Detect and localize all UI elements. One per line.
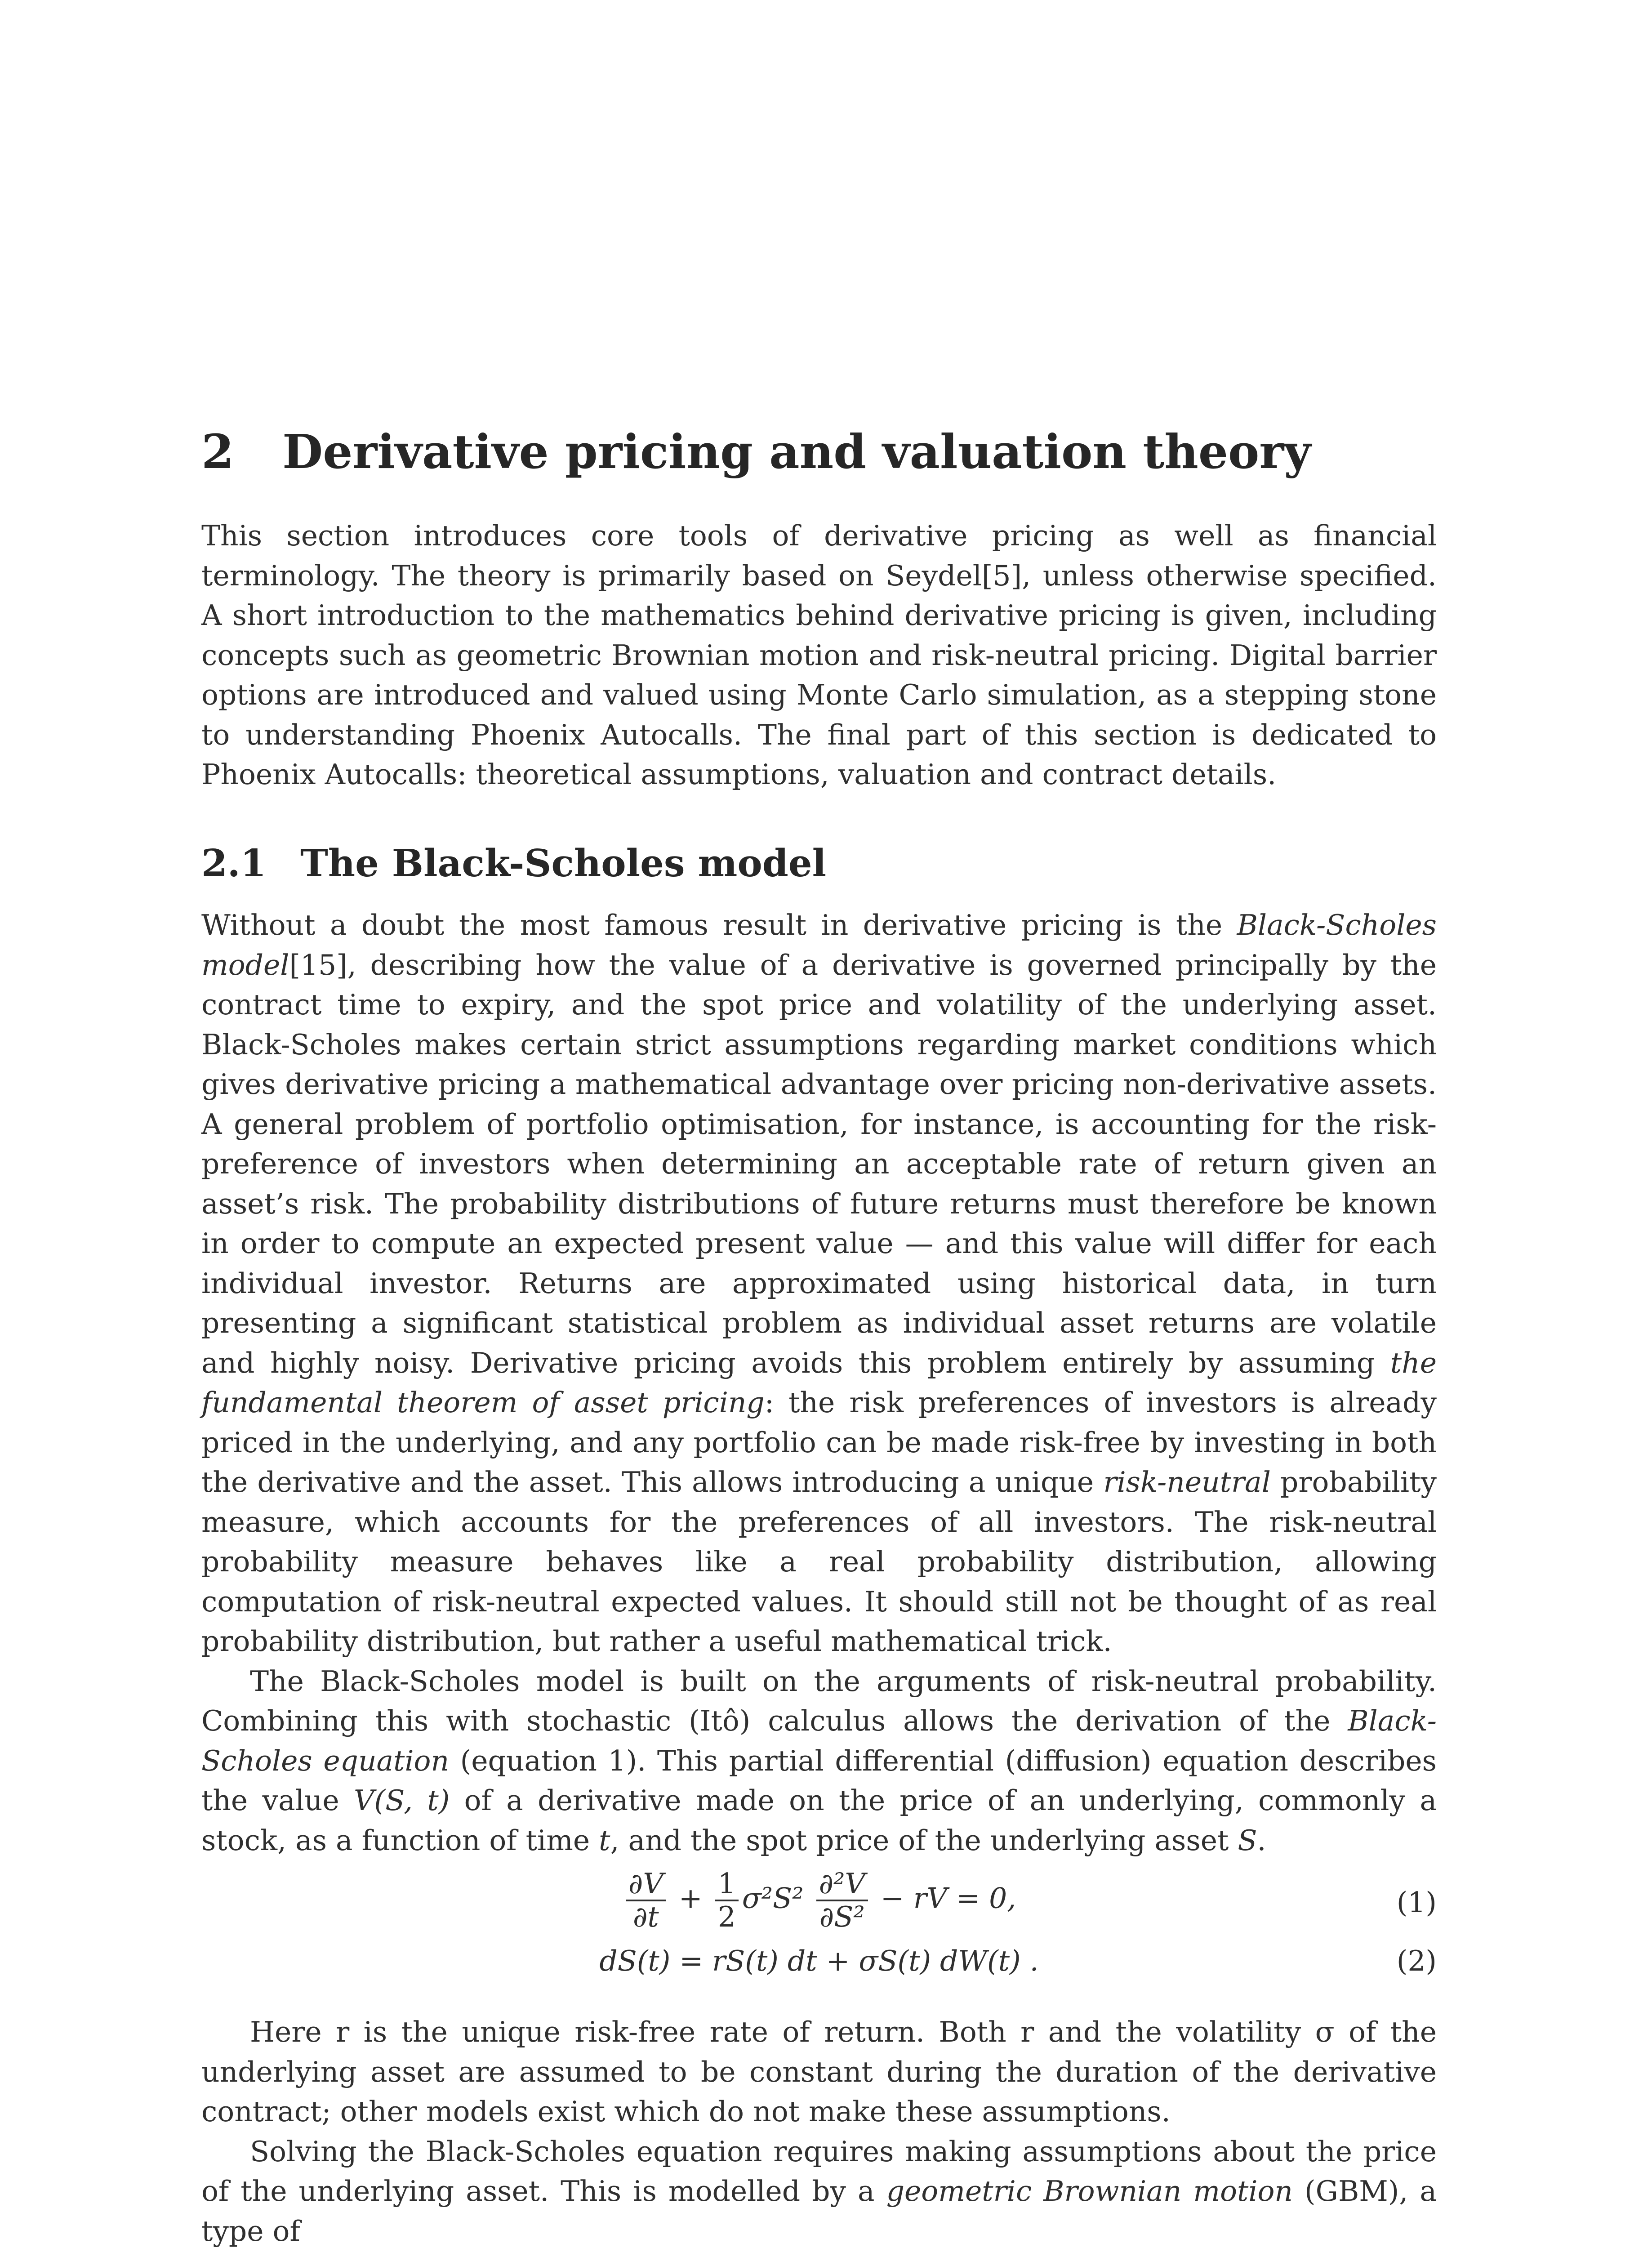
equation-2-body: dS(t) = rS(t) dt + σS(t) dW(t) .: [599, 1945, 1039, 1977]
intro-paragraph: [201, 516, 1437, 795]
fraction-denominator: 2: [717, 1900, 736, 1933]
text-run: .: [1257, 1824, 1266, 1857]
equation-1: [201, 1864, 1437, 1942]
fraction-denominator: ∂t: [632, 1900, 659, 1933]
equation-1-number: (1): [1396, 1886, 1437, 1919]
fraction-dv-dt: [626, 1868, 666, 1933]
italic-term: the fundamental theorem of asset pricing: [201, 1346, 1437, 1419]
sigma-s-term: σ²S²: [742, 1882, 804, 1915]
equation-block: [201, 1864, 1437, 2005]
italic-term: Black-Scholes model: [201, 909, 1437, 981]
fraction-numerator: ∂V: [626, 1868, 666, 1901]
math-inline: t: [599, 1824, 610, 1857]
text-run: Solving the Black-Scholes equation requires making assumptions about the price of the underlying asset. This is modelled by a: [201, 2135, 1437, 2208]
black-scholes-body: [201, 905, 1437, 1860]
italic-term: Black-Scholes equation: [201, 1704, 1437, 1777]
subsection-heading: [201, 839, 1460, 888]
text-run: , and the spot price of the underlying asset: [610, 1824, 1238, 1857]
text-run: (equation 1). This partial differential (diffusion) equation describes the value: [201, 1744, 1437, 1817]
fraction-one-half: [715, 1868, 739, 1933]
paragraph-gbm: [201, 2132, 1437, 2248]
math-inline: V(S, t): [354, 1784, 450, 1817]
section-heading: [201, 423, 1460, 481]
paragraph-risk-free-rate: Here r is the unique risk-free rate of return. Both r and the volatility σ of the underlying asset are assumed to be constant during the duration of the derivative contract; other models exist which do not make these assumptions.: [201, 2016, 1437, 2128]
fraction-numerator: ∂²V: [816, 1868, 868, 1901]
text-run: The Black-Scholes model is built on the arguments of risk-neutral probability. Combining this with stochastic (Itô) calculus allows the derivation of the: [201, 1664, 1437, 1737]
equation-1-tail: − rV = 0,: [880, 1882, 1016, 1915]
italic-term: risk-neutral: [1103, 1466, 1271, 1499]
paragraph-bs-equation: [201, 1662, 1437, 1861]
paragraph-bs-model: [201, 905, 1437, 1662]
text-run: [15], describing how the value of a derivative is governed principally by the contract time to expiry, and the spot price and volatility of the underlying asset. Black-Scholes makes certain strict assumptions regarding market conditions which gives derivative pricing a mathematical advantage over pricing non-derivative assets. A general problem of portfolio optimisation, for instance, is accounting for the risk-preference of investors when determining an acceptable rate of return given an asset’s risk. The probability distributions of future returns must therefore be known in order to compute an expected present value — and this value will differ for each individual investor. Returns are approximated using historical data, in turn presenting a significant statistical problem as individual asset returns are volatile and highly noisy. Derivative pricing avoids this problem entirely by assuming: [201, 948, 1437, 1379]
italic-term: geometric Brownian motion: [886, 2175, 1293, 2208]
fraction-d2v-ds2: [816, 1868, 868, 1933]
intro-text: This section introduces core tools of derivative pricing as well as financial terminology. The theory is primarily based on Seydel[5], unless otherwise specified. A short introduction to the mathematics behind derivative pricing is given, including concepts such as geometric Brownian motion and risk-neutral pricing. Digital barrier options are introduced and valued using Monte Carlo simulation, as a stepping stone to understanding Phoenix Autocalls. The final part of this section is dedicated to Phoenix Autocalls: theoretical assumptions, valuation and contract details.: [201, 519, 1437, 791]
text-run: Without a doubt the most famous result in derivative pricing is the: [201, 909, 1237, 941]
post-equation-body: [201, 2012, 1437, 2248]
text-run: of a derivative made on the price of an underlying, commonly a stock, as a function of time: [201, 1784, 1437, 1857]
text-run: : the risk preferences of investors is already priced in the underlying, and any portfolio can be made risk-free by investing in both the derivative and the asset. This allows introducing a unique: [201, 1386, 1437, 1499]
equation-2-number: (2): [1396, 1945, 1437, 1977]
section-title: Derivative pricing and valuation theory: [282, 424, 1311, 479]
equation-2: [201, 1942, 1437, 2005]
section-number: 2: [201, 424, 234, 479]
math-inline: S: [1238, 1824, 1257, 1857]
subsection-title: The Black-Scholes model: [300, 841, 827, 885]
text-run: (GBM), a type of: [201, 2175, 1437, 2248]
fraction-numerator: 1: [715, 1868, 739, 1901]
equation-1-body: [201, 1868, 1437, 1933]
subsection-number: 2.1: [201, 841, 267, 885]
text-run: probability measure, which accounts for the preferences of all investors. The risk-neutral probability measure behaves like a real probability distribution, allowing computation of risk-neutral expected values. It should still not be thought of as real probability distribution, but rather a useful mathematical trick.: [201, 1466, 1437, 1658]
fraction-denominator: ∂S²: [819, 1900, 865, 1933]
plus-sign: +: [678, 1882, 703, 1915]
